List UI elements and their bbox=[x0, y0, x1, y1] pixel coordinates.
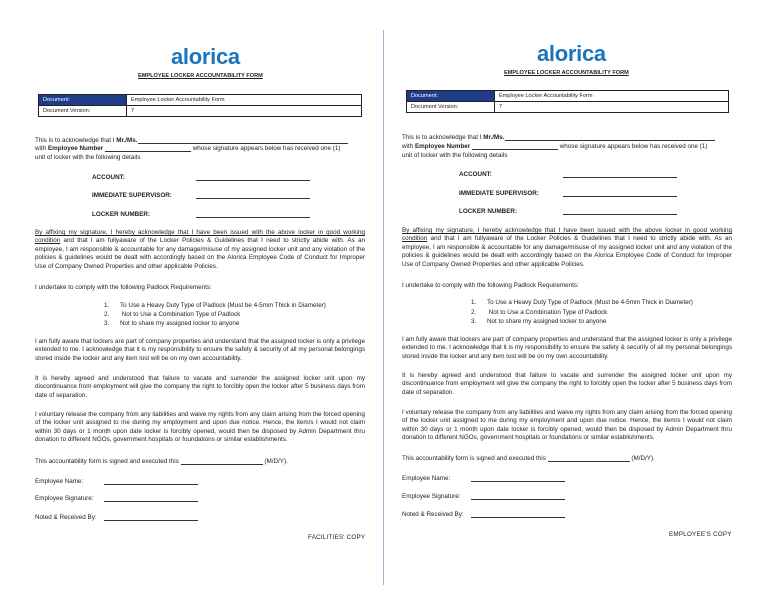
locker-number-blank[interactable] bbox=[563, 214, 677, 215]
employee-copy-label: EMPLOYEE'S COPY bbox=[669, 531, 732, 538]
facilities-copy-page bbox=[0, 0, 383, 594]
requirement-item: 2. Not to Use a Combination Type of Padlock bbox=[104, 311, 241, 318]
undertake-line: I undertake to comply with the following Padlock Requirements: bbox=[402, 282, 579, 289]
employee-number-line: with Employee Number whose signature appears below has received one (1) bbox=[402, 143, 708, 150]
alorica-logo: alorica bbox=[171, 44, 240, 69]
locker-number-label: LOCKER NUMBER: bbox=[92, 211, 151, 218]
document-version-value: 7 bbox=[495, 102, 729, 113]
employee-signature-blank[interactable] bbox=[471, 499, 565, 500]
employee-name-blank[interactable] bbox=[471, 481, 565, 482]
employee-name-label: Employee Name: bbox=[35, 478, 84, 485]
noted-received-label: Noted & Received By: bbox=[402, 511, 464, 518]
executed-line: This accountability form is signed and executed this (M/D/Y). bbox=[35, 458, 288, 465]
employee-signature-label: Employee Signature: bbox=[35, 495, 94, 502]
locker-number-blank[interactable] bbox=[196, 217, 310, 218]
acknowledge-line: This is to acknowledge that I Mr./Ms. bbox=[35, 137, 348, 144]
document-value: Employee Locker Accountability Form bbox=[495, 91, 729, 102]
employee-number-blank[interactable] bbox=[472, 143, 558, 150]
account-blank[interactable] bbox=[196, 180, 310, 181]
alorica-logo: alorica bbox=[537, 41, 606, 66]
facilities-copy-label: FACILITIES' COPY bbox=[308, 534, 366, 541]
unit-line: unit of locker with the following details bbox=[402, 152, 508, 159]
surrender-paragraph: It is hereby agreed and understood that failure to vacate and surrender the assigned locker unit upon my discontinuance from employment will give the company the right to forcibly open the locker after 5 business days from date of separation. bbox=[35, 375, 365, 399]
employee-signature-blank[interactable] bbox=[104, 501, 198, 502]
awareness-paragraph: I am fully aware that lockers are part of company properties and understand that the assigned locker is only a privilege extended to me. I acknowledge that it is my responsibility to ensure the safety & security of all my personal belongings stored inside the locker and any item lost will be on my own accountability. bbox=[402, 336, 732, 360]
supervisor-blank[interactable] bbox=[196, 198, 310, 199]
undertake-line: I undertake to comply with the following Padlock Requirements: bbox=[35, 284, 212, 291]
employee-signature-label: Employee Signature: bbox=[402, 493, 461, 500]
document-label: Document: bbox=[39, 95, 127, 106]
form-title: EMPLOYEE LOCKER ACCOUNTABILITY FORM bbox=[504, 70, 629, 76]
supervisor-label: IMMEDIATE SUPERVISOR: bbox=[459, 190, 539, 197]
locker-number-label: LOCKER NUMBER: bbox=[459, 208, 518, 215]
noted-received-blank[interactable] bbox=[104, 520, 198, 521]
form-title: EMPLOYEE LOCKER ACCOUNTABILITY FORM bbox=[138, 73, 263, 79]
release-paragraph: I voluntary release the company from any liabilities and waive my rights from any claim arising from the forced opening of the locker unit assigned to me during my employment and upon due notice. Hence, the item/s I would not claim within 30 days or 1 month upon date locker is forcibly opened, would then be disposed by Admin Department thru donation to different NGOs, government hospitals or foundations or similar establishments. bbox=[402, 409, 732, 442]
page-divider bbox=[383, 30, 384, 585]
supervisor-label: IMMEDIATE SUPERVISOR: bbox=[92, 192, 172, 199]
document-info-table bbox=[38, 94, 362, 117]
employee-name-label: Employee Name: bbox=[402, 475, 451, 482]
employee-copy-page bbox=[386, 0, 768, 594]
account-blank[interactable] bbox=[563, 177, 677, 178]
requirement-item: 1. To Use a Heavy Duty Type of Padlock (Must be 4-5mm Thick in Diameter) bbox=[104, 302, 326, 309]
account-label: ACCOUNT: bbox=[459, 171, 492, 178]
requirement-item: 3. Not to share my assigned locker to anyone bbox=[104, 320, 240, 327]
executed-line: This accountability form is signed and executed this (M/D/Y). bbox=[402, 455, 655, 462]
release-paragraph: I voluntary release the company from any liabilities and waive my rights from any claim arising from the forced opening of the locker unit assigned to me during my employment and upon due notice. Hence, the item/s I would not claim within 30 days or 1 month upon date locker is forcibly opened, would then be disposed by Admin Department thru donation to different NGOs, government hospitals or foundations or similar establishments. bbox=[35, 411, 365, 444]
document-value: Employee Locker Accountability Form bbox=[127, 95, 362, 106]
unit-line: unit of locker with the following details bbox=[35, 154, 141, 161]
awareness-paragraph: I am fully aware that lockers are part of company properties and understand that the assigned locker is only a privilege extended to me. I acknowledge that it is my responsibility to ensure the safety & security of all my personal belongings stored inside the locker and any item lost will be on my own accountability. bbox=[35, 338, 365, 362]
affixing-paragraph: By affixing my signature, I hereby acknowledge that I have been issued with the above locker in good working condition and that I am fullyaware of the Locker Policies & Guidelines that I need to strictly abide with. As an employee, I am responsible & accountable for any damage/misuse of my assigned locker unit and any violation of the policies & guidelines would be dealt with accordingly based on the Alorica Employee Code of Conduct for Improper Use of Company Owned Properties and other applicable Policies. bbox=[35, 229, 365, 270]
employee-number-blank[interactable] bbox=[105, 145, 191, 152]
requirement-item: 2. Not to Use a Combination Type of Padlock bbox=[471, 309, 608, 316]
noted-received-blank[interactable] bbox=[471, 517, 565, 518]
date-blank[interactable] bbox=[548, 455, 630, 462]
document-version-label: Document Version: bbox=[407, 102, 495, 113]
acknowledge-line: This is to acknowledge that I Mr./Ms. bbox=[402, 134, 715, 141]
account-label: ACCOUNT: bbox=[92, 174, 125, 181]
affixing-paragraph: By affixing my signature, I hereby acknowledge that I have been issued with the above locker in good working condition and that I am fullyaware of the Locker Policies & Guidelines that I need to strictly abide with. As an employee, I am responsible & accountable for any damage/misuse of my assigned locker unit and any violation of the policies & guidelines would be dealt with accordingly based on the Alorica Employee Code of Conduct for Improper Use of Company Owned Properties and other applicable Policies. bbox=[402, 227, 732, 268]
employee-number-line: with Employee Number whose signature appears below has received one (1) bbox=[35, 145, 341, 152]
name-blank[interactable] bbox=[138, 137, 348, 144]
requirement-item: 1. To Use a Heavy Duty Type of Padlock (Must be 4-5mm Thick in Diameter) bbox=[471, 299, 693, 306]
date-blank[interactable] bbox=[181, 458, 263, 465]
noted-received-label: Noted & Received By: bbox=[35, 514, 97, 521]
supervisor-blank[interactable] bbox=[563, 196, 677, 197]
document-info-table bbox=[406, 90, 729, 113]
requirement-item: 3. Not to share my assigned locker to anyone bbox=[471, 318, 607, 325]
name-blank[interactable] bbox=[505, 134, 715, 141]
document-version-value: 7 bbox=[127, 106, 362, 117]
document-version-label: Document Version: bbox=[39, 106, 127, 117]
document-label: Document: bbox=[407, 91, 495, 102]
employee-name-blank[interactable] bbox=[104, 484, 198, 485]
surrender-paragraph: It is hereby agreed and understood that failure to vacate and surrender the assigned locker unit upon my discontinuance from employment will give the company the right to forcibly open the locker after 5 business days from date of separation. bbox=[402, 372, 732, 396]
